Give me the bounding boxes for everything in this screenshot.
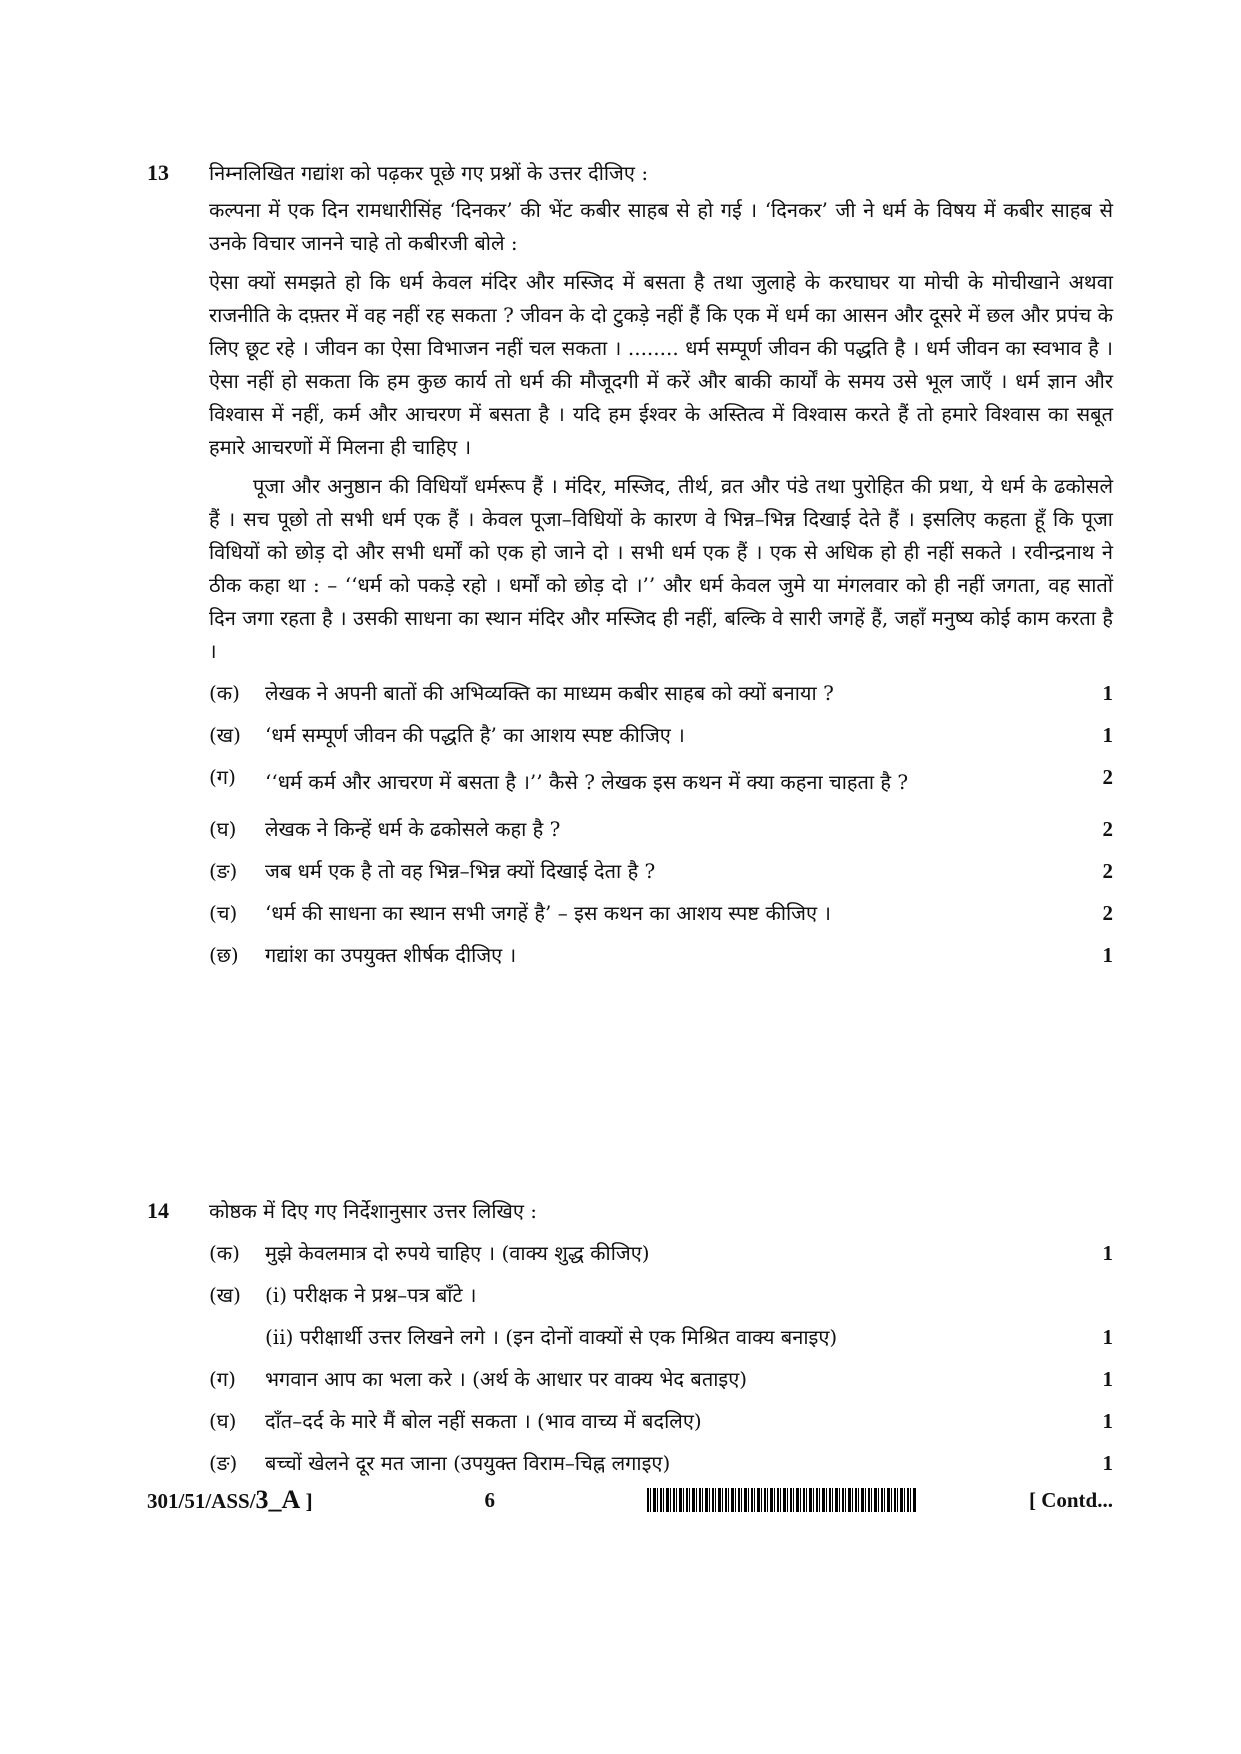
sub-question bbox=[209, 1280, 1113, 1310]
sub-label: (ङ) bbox=[209, 859, 238, 883]
paper-code bbox=[147, 1485, 313, 1515]
paper-code-prefix: 301/51/ASS/ bbox=[147, 1489, 256, 1513]
page-number: 6 bbox=[484, 1487, 496, 1512]
sub-marks bbox=[1089, 1280, 1113, 1310]
sub-marks: 2 bbox=[1102, 901, 1113, 925]
sub-marks: 1 bbox=[1102, 1451, 1113, 1475]
sub-label bbox=[209, 1322, 265, 1352]
sub-label: (ख) bbox=[209, 1283, 241, 1307]
sub-question bbox=[209, 1364, 1113, 1394]
sub-label: (च) bbox=[209, 901, 238, 925]
question-14-header bbox=[147, 1196, 1113, 1226]
sub-text: (ii) परीक्षार्थी उत्तर लिखने लगे । (इन दोनों वाक्यों से एक मिश्रित वाक्य बनाइए) bbox=[265, 1325, 838, 1349]
sub-text: दाँत–दर्द के मारे मैं बोल नहीं सकता । (भाव वाच्य में बदलिए) bbox=[265, 1409, 702, 1433]
sub-label: (क) bbox=[209, 1241, 240, 1265]
sub-questions bbox=[209, 678, 1113, 970]
paper-code-set: 3_A bbox=[255, 1485, 301, 1514]
sub-question bbox=[209, 814, 1113, 844]
sub-question bbox=[209, 1322, 1113, 1352]
sub-text: (i) परीक्षक ने प्रश्न–पत्र बाँटे । bbox=[265, 1283, 477, 1307]
sub-label: (ग) bbox=[209, 765, 236, 789]
passage-paragraph: पूजा और अनुष्ठान की विधियाँ धर्मरूप हैं । मंदिर, मस्जिद, तीर्थ, व्रत और पंडे तथा पुरोहित की प्रथा, ये धर्म के ढकोसले हैं । सच पूछो तो सभी धर्म एक हैं । केवल पूजा–विधियों के कारण वे भिन्न–भिन्न दिखाई देते हैं । इसलिए कहता हूँ कि पूजा विधियों को छोड़ दो और सभी धर्मों को एक हो जाने दो । सभी धर्म एक हैं । एक से अधिक हो ही नहीं सकते । रवीन्द्रनाथ ने ठीक कहा था : – ‘‘धर्म को पकड़े रहो । धर्मों को छोड़ दो ।’’ और धर्म केवल जुमे या मंगलवार को ही नहीं जगता, वह सातों दिन जगा रहता है । उसकी साधना का स्थान मंदिर और मस्जिद ही नहीं, बल्कि वे सारी जगहें हैं, जहाँ मनुष्य कोई काम करता है । bbox=[209, 474, 1113, 663]
sub-question bbox=[209, 1406, 1113, 1436]
continued-label: [ Contd... bbox=[1028, 1487, 1113, 1512]
sub-question bbox=[209, 940, 1113, 970]
sub-marks: 1 bbox=[1102, 1325, 1113, 1349]
question-14 bbox=[147, 1196, 1113, 1490]
sub-text: ‘धर्म सम्पूर्ण जीवन की पद्धति है’ का आशय स्पष्ट कीजिए । bbox=[265, 723, 685, 747]
sub-marks: 2 bbox=[1102, 765, 1113, 789]
sub-question bbox=[209, 720, 1113, 750]
sub-question bbox=[209, 1448, 1113, 1478]
sub-marks: 1 bbox=[1102, 1367, 1113, 1391]
sub-marks: 1 bbox=[1102, 943, 1113, 967]
question-13-header bbox=[147, 158, 1113, 188]
passage-paragraph: कल्पना में एक दिन रामधारीसिंह ‘दिनकर’ की भेंट कबीर साहब से हो गई । ‘दिनकर’ जी ने धर्म के विषय में कबीर साहब से उनके विचार जानने चाहे तो कबीरजी बोले : bbox=[209, 198, 1113, 255]
sub-questions bbox=[209, 1238, 1113, 1478]
sub-text: लेखक ने किन्हें धर्म के ढकोसले कहा है ? bbox=[265, 817, 561, 841]
sub-question bbox=[209, 856, 1113, 886]
page-footer bbox=[147, 1480, 1113, 1520]
sub-label: (ख) bbox=[209, 723, 241, 747]
paper-code-suffix: ] bbox=[300, 1489, 313, 1513]
sub-question bbox=[209, 678, 1113, 708]
sub-question bbox=[209, 898, 1113, 928]
sub-question bbox=[209, 1238, 1113, 1268]
question-number: 14 bbox=[147, 1198, 169, 1223]
passage bbox=[209, 194, 1113, 668]
sub-text: ‘धर्म की साधना का स्थान सभी जगहें है’ – इस कथन का आशय स्पष्ट कीजिए । bbox=[265, 901, 832, 925]
sub-text: मुझे केवलमात्र दो रुपये चाहिए । (वाक्य शुद्ध कीजिए) bbox=[265, 1241, 650, 1265]
sub-marks: 1 bbox=[1102, 1241, 1113, 1265]
question-13 bbox=[147, 158, 1113, 982]
sub-label: (ग) bbox=[209, 1367, 236, 1391]
sub-label: (घ) bbox=[209, 1409, 237, 1433]
question-instruction: कोष्ठक में दिए गए निर्देशानुसार उत्तर लिखिए : bbox=[209, 1199, 538, 1223]
sub-text: भगवान आप का भला करे । (अर्थ के आधार पर वाक्य भेद बताइए) bbox=[265, 1367, 748, 1391]
sub-text: लेखक ने अपनी बातों की अभिव्यक्ति का माध्यम कबीर साहब को क्यों बनाया ? bbox=[265, 681, 834, 705]
sub-label: (छ) bbox=[209, 943, 239, 967]
sub-marks: 1 bbox=[1102, 1409, 1113, 1433]
passage-paragraph: ऐसा क्यों समझते हो कि धर्म केवल मंदिर और मस्जिद में बसता है तथा जुलाहे के करघाघर या मोची के मोचीखाने अथवा राजनीति के दफ़्तर में वह नहीं रह सकता ? जीवन के दो टुकड़े नहीं हैं कि एक में धर्म का आसन और दूसरे में छल और प्रपंच के लिए छूट रहे । जीवन का ऐसा विभाजन नहीं चल सकता । ........ धर्म सम्पूर्ण जीवन की पद्धति है । धर्म जीवन का स्वभाव है । ऐसा नहीं हो सकता कि हम कुछ कार्य तो धर्म की मौजूदगी में करें और बाकी कार्यों के समय उसे भूल जाएँ । धर्म ज्ञान और विश्वास में नहीं, कर्म और आचरण में बसता है । यदि हम ईश्वर के अस्तित्व में विश्वास करते हैं तो हमारे विश्वास का सबूत हमारे आचरणों में मिलना ही चाहिए । bbox=[209, 270, 1113, 459]
sub-marks: 1 bbox=[1102, 723, 1113, 747]
sub-label: (क) bbox=[209, 681, 240, 705]
sub-text: ‘‘धर्म कर्म और आचरण में बसता है ।’’ कैसे ? लेखक इस कथन में क्या कहना चाहता है ? bbox=[265, 770, 909, 794]
sub-question bbox=[209, 762, 1113, 802]
sub-label: (ङ) bbox=[209, 1451, 238, 1475]
sub-marks: 2 bbox=[1102, 859, 1113, 883]
sub-text: जब धर्म एक है तो वह भिन्न–भिन्न क्यों दिखाई देता है ? bbox=[265, 859, 656, 883]
question-instruction: निम्नलिखित गद्यांश को पढ़कर पूछे गए प्रश्नों के उत्तर दीजिए : bbox=[209, 161, 649, 185]
sub-marks: 2 bbox=[1102, 817, 1113, 841]
sub-label: (घ) bbox=[209, 817, 237, 841]
sub-marks: 1 bbox=[1102, 681, 1113, 705]
barcode-icon bbox=[647, 1488, 917, 1512]
sub-text: गद्यांश का उपयुक्त शीर्षक दीजिए । bbox=[265, 943, 517, 967]
sub-text: बच्चों खेलने दूर मत जाना (उपयुक्त विराम–चिह्न लगाइए) bbox=[265, 1451, 671, 1475]
question-number: 13 bbox=[147, 160, 169, 185]
